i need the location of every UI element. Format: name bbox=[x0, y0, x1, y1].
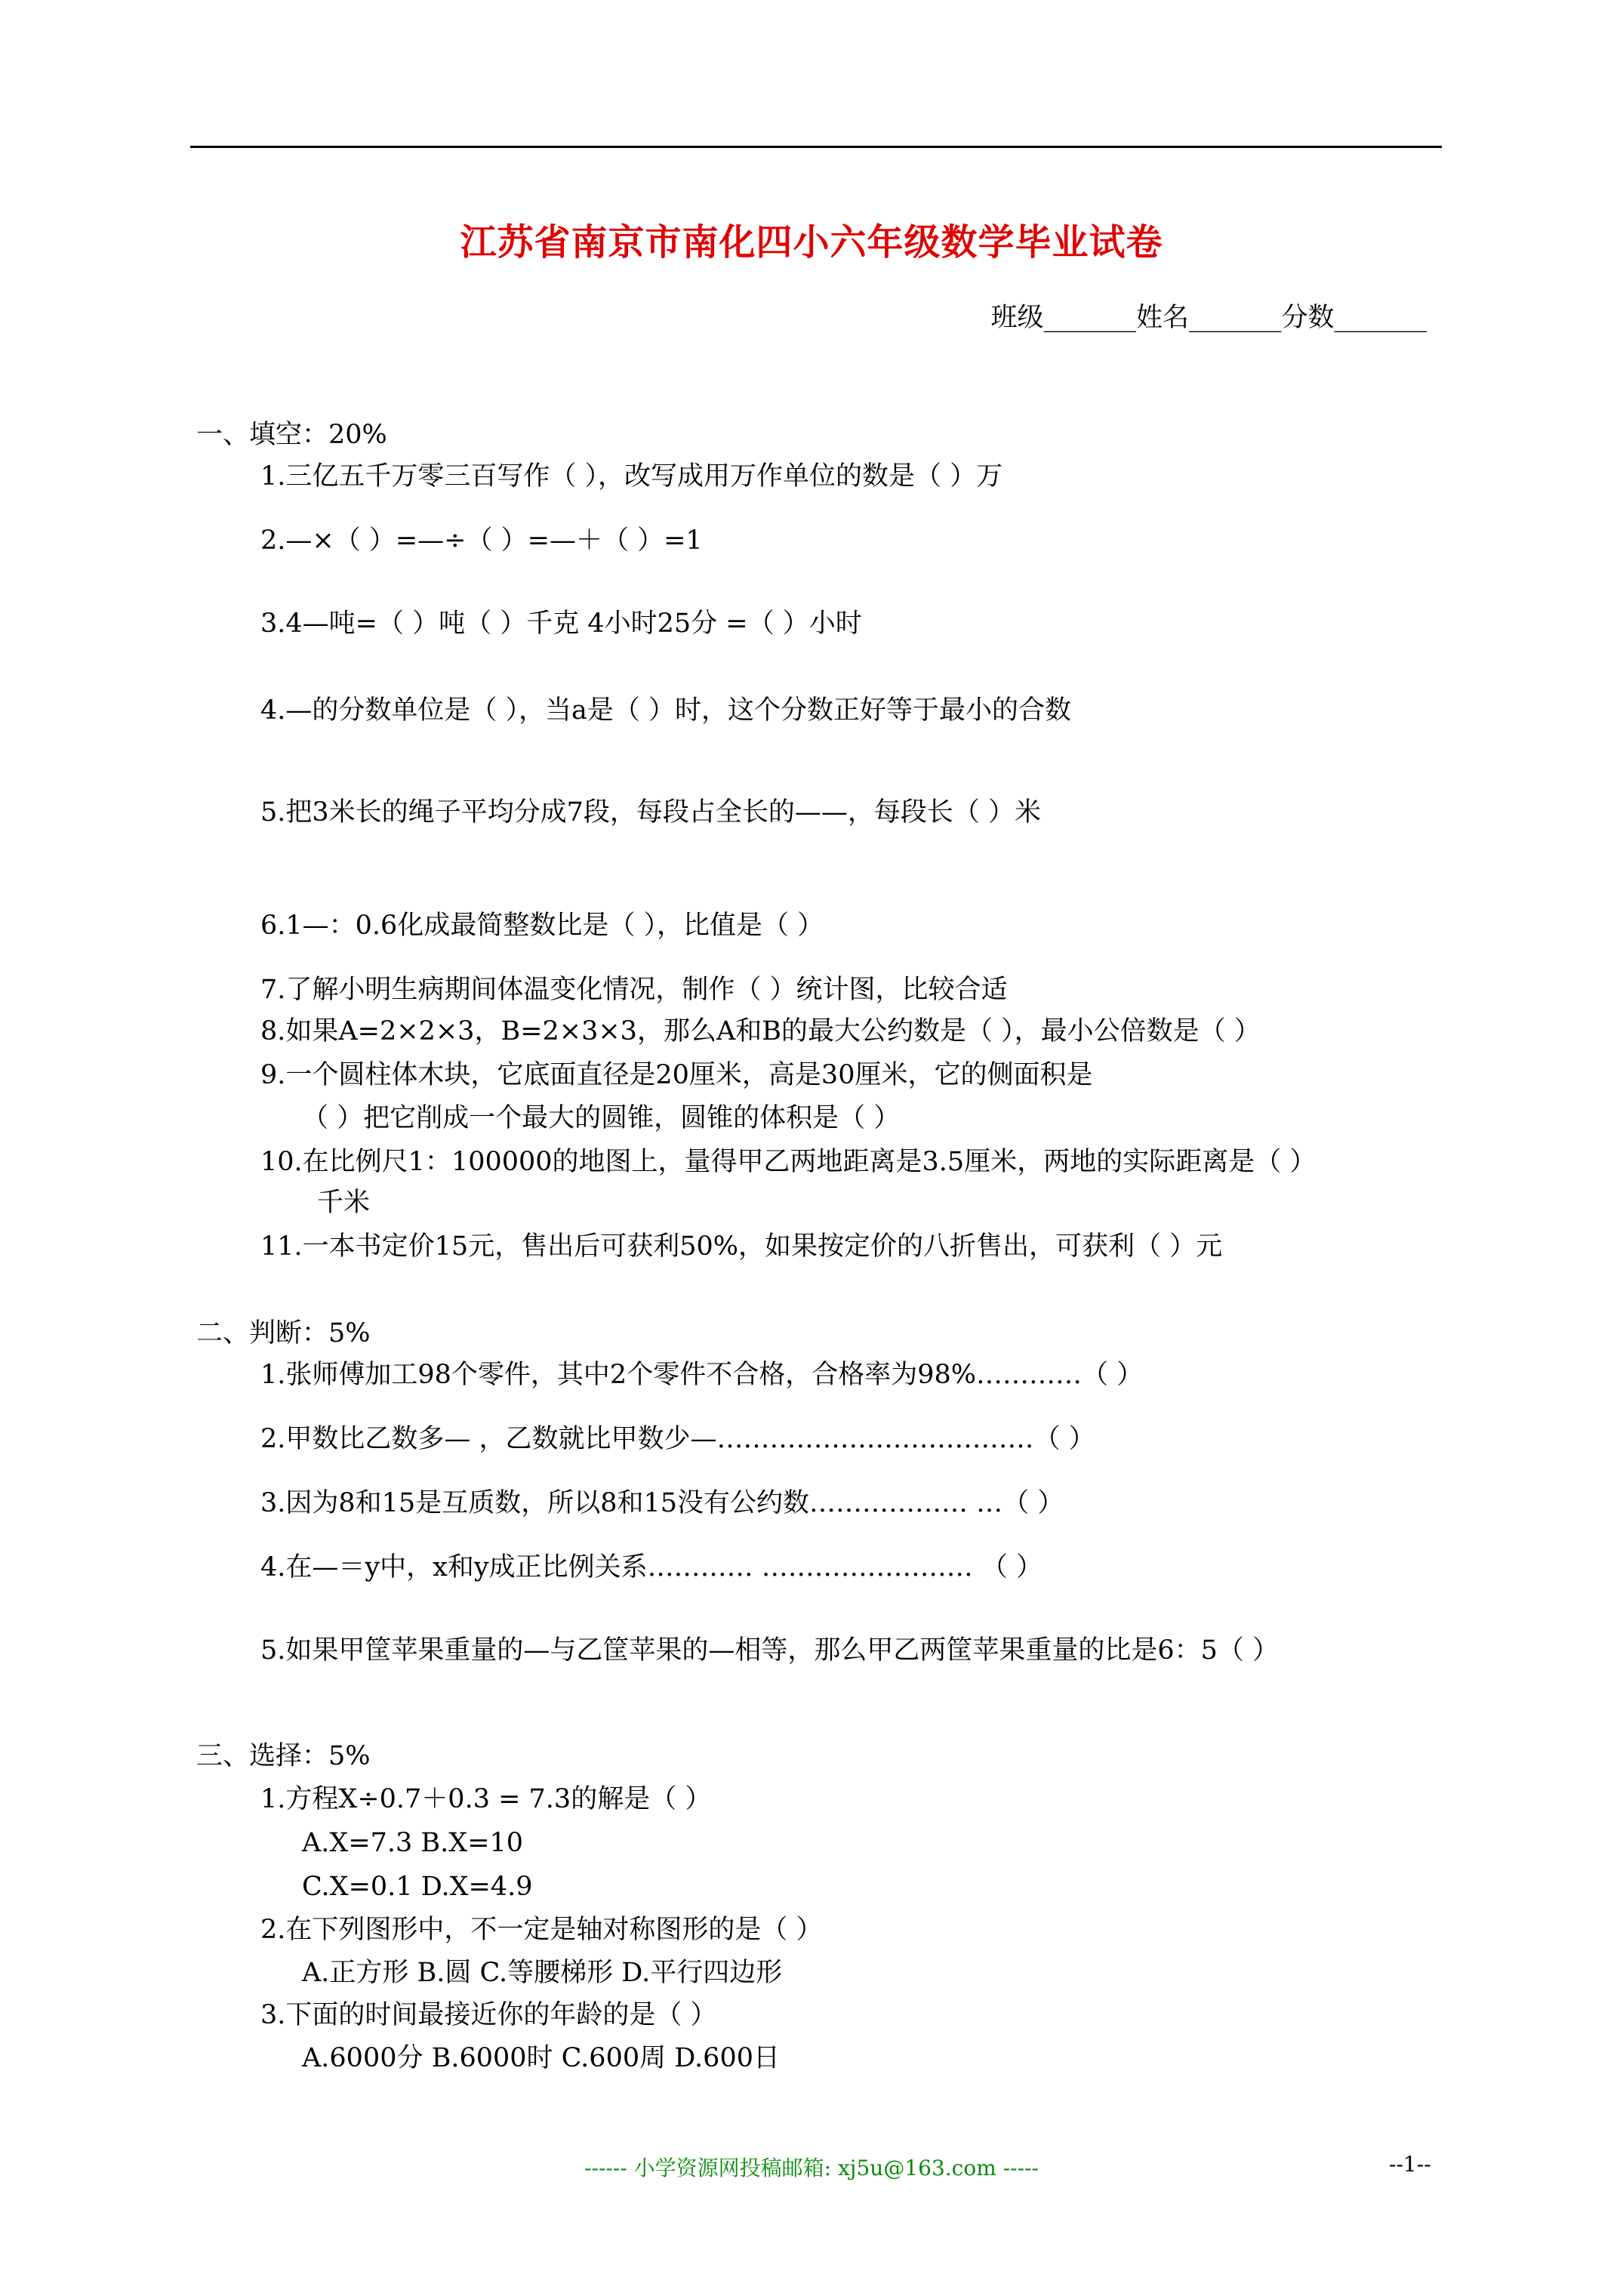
section-heading: 一、填空：20% bbox=[196, 420, 387, 450]
question: 2.—×（ ）=—÷（ ）=—＋（ ）=1 bbox=[260, 525, 703, 556]
answer-options: A.6000分 B.6000时 C.600周 D.600日 bbox=[302, 2043, 780, 2073]
question: 8.如果A=2×2×3，B=2×3×3，那么A和B的最大公约数是（ ），最小公倍数是（ ） bbox=[260, 1016, 1261, 1046]
student-info-fields: 班级_______姓名_______分数_______ bbox=[990, 303, 1427, 333]
question: 7.了解小明生病期间体温变化情况，制作（ ）统计图，比较合适 bbox=[260, 975, 1008, 1005]
question: 10.在比例尺1：100000的地图上，量得甲乙两地距离是3.5厘米，两地的实际距离是（ ） bbox=[260, 1147, 1317, 1177]
question: 1.张师傅加工98个零件，其中2个零件不合格，合格率为98%…………（ ） bbox=[260, 1360, 1144, 1390]
question: 9.一个圆柱体木块，它底面直径是20厘米，高是30厘米，它的侧面积是 bbox=[260, 1060, 1093, 1090]
answer-options: C.X=0.1 D.X=4.9 bbox=[302, 1872, 533, 1902]
question: 2.在下列图形中，不一定是轴对称图形的是（ ） bbox=[260, 1915, 823, 1945]
question: 3.因为8和15是互质数，所以8和15没有公约数……………… …（ ） bbox=[260, 1488, 1064, 1518]
section-heading: 二、判断：5% bbox=[196, 1318, 371, 1348]
question: 4.在—＝y中，x和y成正比例关系………… …………………… （ ） bbox=[260, 1552, 1043, 1583]
document-title: 江苏省南京市南化四小六年级数学毕业试卷 bbox=[460, 221, 1163, 264]
question-continuation: 千米 bbox=[317, 1188, 371, 1218]
question: 6.1—：0.6化成最简整数比是（ ），比值是（ ） bbox=[260, 911, 824, 941]
footer-contact: ------ 小学资源网投稿邮箱: xj5u@163.com ----- bbox=[584, 2156, 1039, 2180]
top-rule bbox=[190, 146, 1442, 148]
question: 3.4—吨=（ ）吨（ ）千克 4小时25分 =（ ）小时 bbox=[260, 609, 862, 639]
question: 1.三亿五千万零三百写作（ ），改写成用万作单位的数是（ ）万 bbox=[260, 461, 1003, 492]
question: 4.—的分数单位是（ ），当a是（ ）时，这个分数正好等于最小的合数 bbox=[260, 695, 1072, 726]
answer-options: A.X=7.3 B.X=10 bbox=[302, 1828, 524, 1858]
section-heading: 三、选择：5% bbox=[196, 1741, 371, 1771]
question: 3.下面的时间最接近你的年龄的是（ ） bbox=[260, 2000, 717, 2030]
question: 5.如果甲筐苹果重量的—与乙筐苹果的—相等，那么甲乙两筐苹果重量的比是6：5（ ） bbox=[260, 1635, 1280, 1666]
question: 1.方程X÷0.7＋0.3 = 7.3的解是（ ） bbox=[260, 1784, 712, 1814]
question: 2.甲数比乙数多— ，乙数就比甲数少—………………………………（ ） bbox=[260, 1424, 1095, 1454]
question-continuation: （ ）把它削成一个最大的圆锥，圆锥的体积是（ ） bbox=[302, 1103, 901, 1133]
answer-options: A.正方形 B.圆 C.等腰梯形 D.平行四边形 bbox=[302, 1958, 783, 1988]
page-number: --1-- bbox=[1389, 2152, 1431, 2177]
question: 5.把3米长的绳子平均分成7段，每段占全长的——，每段长（ ）米 bbox=[260, 797, 1042, 827]
question: 11.一本书定价15元，售出后可获利50%，如果按定价的八折售出，可获利（ ）元 bbox=[260, 1231, 1223, 1262]
